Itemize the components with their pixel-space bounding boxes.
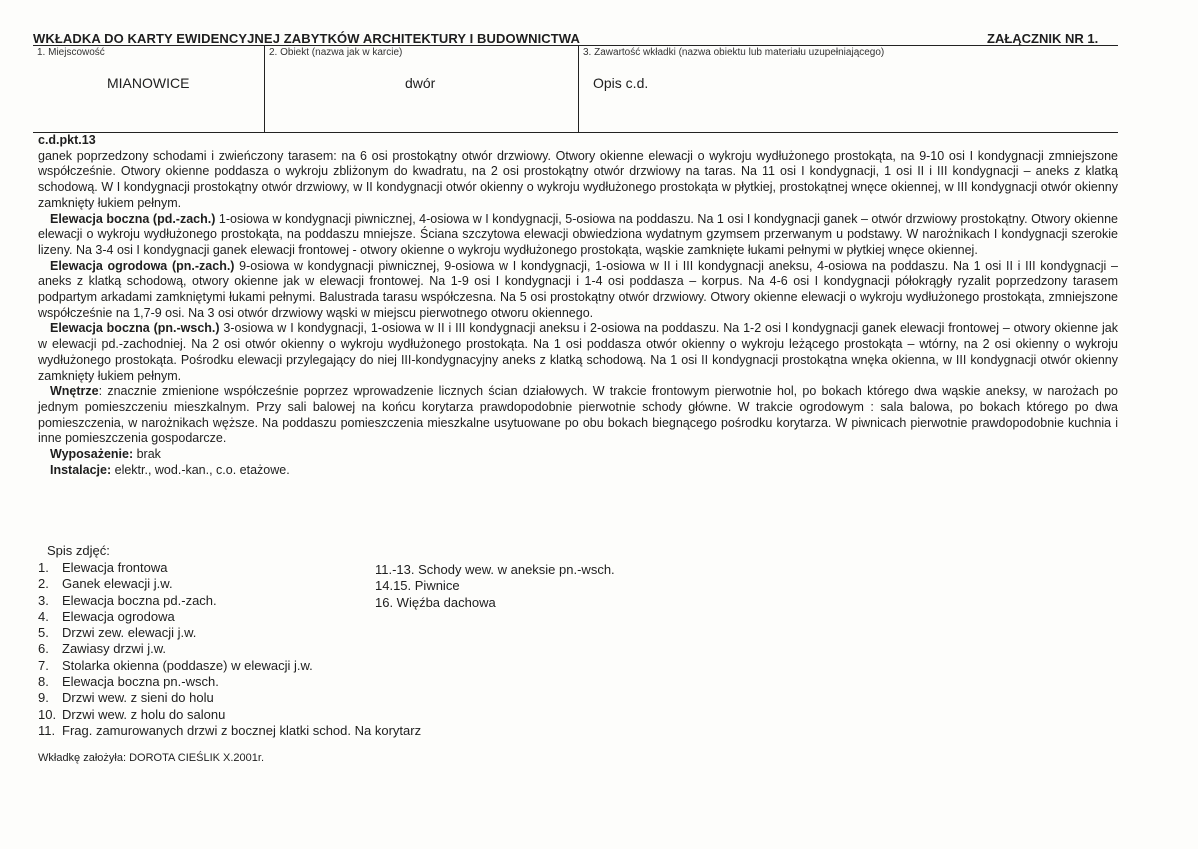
field-locality-value: MIANOWICE — [107, 75, 190, 91]
paragraph-garden-elevation — [38, 259, 1118, 322]
list-item — [38, 707, 421, 723]
item-number: 7. — [38, 657, 49, 673]
paragraph-label: Wnętrze — [50, 384, 99, 399]
photo-list-left — [38, 560, 421, 739]
item-number: 5. — [38, 625, 49, 641]
paragraph-label: Wyposażenie: — [50, 447, 134, 462]
list-item — [38, 593, 421, 609]
field-locality — [33, 46, 264, 132]
item-text: Zawiasy drzwi j.w. — [62, 641, 167, 657]
paragraph-text: 3-osiowa w I kondygnacji, 1-osiowa w II i III kondygnacji aneksu i 2-osiowa na poddaszu. Na 1-2 osi I kondygnacji ganek elewacji frontowej – otwory okienne jak w elewacji pd.-zachodniej. Na 2 osi otwór okienny o wykroju wydłużonego prostokąta. Na 1 osi poddasza otwór okienny o wykroju leżącego prostokąta – wtórny, na 2 osi okienny o wykroju wydłużonego prostokąta. Pośrodku elewacji przylegający do niej III-kondygnacyjny aneks z klatką schodową. Na 1 osi II kondygnacji prostokątna wnęka okienna, w III kondygnacji otwór okienny zamknięty łukiem pełnym. — [38, 321, 1118, 383]
list-item — [38, 625, 421, 641]
item-number: 10. — [38, 706, 57, 722]
list-item — [38, 674, 421, 690]
field-object — [264, 46, 579, 132]
paragraph-label: Instalacje: — [50, 462, 112, 477]
paragraph-equipment — [38, 447, 1118, 463]
annex-number: ZAŁĄCZNIK NR 1. — [987, 31, 1099, 46]
list-item: 14.15. Piwnice — [375, 578, 460, 594]
photo-list-right — [375, 562, 615, 611]
item-text: Stolarka okienna (poddasze) w elewacji j.w. — [62, 657, 313, 673]
description-body — [38, 133, 1118, 478]
field-locality-label: 1. Miejscowość — [37, 47, 105, 58]
item-text: Drzwi zew. elewacji j.w. — [62, 625, 197, 641]
paragraph-label: Elewacja boczna (pd.-zach.) — [50, 211, 216, 226]
list-item — [38, 576, 421, 592]
item-number: 6. — [38, 641, 49, 657]
item-text: Drzwi wew. z sieni do holu — [62, 690, 214, 706]
document-title: WKŁADKA DO KARTY EWIDENCYJNEJ ZABYTKÓW ARCHITEKTURY I BUDOWNICTWA — [33, 31, 580, 46]
paragraph-text: : znacznie zmienione współcześnie poprzez wprowadzenie licznych ścian działowych. W trakcie frontowym pierwotnie hol, po bokach którego dwa wąskie aneksy, w narożach po jednym pomieszczeniu mieszkalnym. Przy sali balowej na końcu korytarza prawdopodobnie pierwotnie schody główne. W trakcie ogrodowym : sala balowa, po bokach którego po dwa pomieszczenia, w narożnikach węższe. Na poddaszu pomieszczenia mieszkalne usytuowane po obu bokach biegnącego pośrodku korytarza. W piwnicach pierwotnie prawdopodobnie kuchnia i inne pomieszczenia gospodarcze. — [38, 384, 1118, 446]
list-item: 16. Więźba dachowa — [375, 594, 496, 610]
section-heading: c.d.pkt.13 — [38, 133, 96, 147]
item-number: 8. — [38, 674, 49, 690]
field-content-label: 3. Zawartość wkładki (nazwa obiektu lub materiału uzupełniającego) — [583, 47, 885, 58]
paragraph-side-elevation-sw — [38, 212, 1118, 259]
list-item — [38, 658, 421, 674]
item-text: Ganek elewacji j.w. — [62, 576, 173, 592]
list-item — [38, 690, 421, 706]
field-object-label: 2. Obiekt (nazwa jak w karcie) — [269, 47, 403, 58]
item-number: 11. — [38, 722, 56, 738]
item-number: 4. — [38, 608, 49, 624]
header-fields-table — [33, 45, 1118, 133]
paragraph-text: 9-osiowa w kondygnacji piwnicznej, 9-osiowa w I kondygnacji, 1-osiowa w II i III kondygnacji aneksu, 4-osiowa na poddaszu. Na 1 osi II i III kondygnacji – aneks z klatką schodową, otwory okienne jak w elewacji frontowej. Na 1-9 osi I kondygnacji i 1-4 osi poddasza – korpus. Na 4-6 osi I kondygnacji półokrągły ryzalit poprzedzony tarasem podpartym arkadami zamkniętymi łukami pełnymi. Balustrada tarasu współczesna. Na 5 osi prostokątny otwór drzwiowy. Otwory okienne elewacji o wykroju wydłużonego prostokąta, zmniejszone współcześnie na 1,7-9 osi. Na 3 osi otwór drzwiowy wąski w miejscu pierwotnego otworu okiennego. — [38, 258, 1118, 320]
item-number: 3. — [38, 592, 49, 608]
item-text: Drzwi wew. z holu do salonu — [62, 706, 226, 722]
field-content — [578, 46, 1119, 132]
item-text: Elewacja boczna pn.-wsch. — [62, 674, 219, 690]
item-text: Elewacja frontowa — [62, 560, 168, 575]
list-item — [38, 609, 421, 625]
paragraph-installations — [38, 463, 1118, 479]
item-text: Frag. zamurowanych drzwi z bocznej klatki schod. Na korytarz — [62, 722, 422, 738]
paragraph-text: 1-osiowa w kondygnacji piwnicznej, 4-osiowa w I kondygnacji, 5-osiowa na poddaszu. Na 1 osi I kondygnacji ganek – otwór drzwiowy prostokątny. Otwory okienne elewacji o wykroju wydłużonego prostokąta, na poddaszu mniejsze. Ściana szczytowa elewacji obwiedziona wydatnym gzymsem przerwanym u podstawy. W narożnikach I kondygnacji szerokie lizeny. Na 3-4 osi I kondygnacji ganek elewacji frontowej - otwory okienne o wykroju wydłużonego prostokąta, wąskie zamknięte łukami pełnymi w płytkiej wnęce okiennej. — [38, 211, 1118, 257]
list-item — [38, 641, 421, 657]
field-object-value: dwór — [405, 75, 436, 91]
paragraph-side-elevation-ne — [38, 321, 1118, 384]
paragraph-text: elektr., wod.-kan., c.o. etażowe. — [111, 462, 290, 477]
item-text: Elewacja boczna pd.-zach. — [62, 592, 217, 608]
paragraph-interior — [38, 384, 1118, 447]
item-number: 1. — [38, 560, 49, 575]
list-item — [38, 723, 421, 739]
paragraph-label: Elewacja ogrodowa (pn.-zach.) — [50, 258, 235, 273]
item-text: Elewacja ogrodowa — [62, 608, 175, 624]
author-footer: Wkładkę założyła: DOROTA CIEŚLIK X.2001r. — [38, 752, 264, 764]
item-number: 2. — [38, 576, 49, 592]
field-content-value: Opis c.d. — [593, 75, 649, 91]
paragraph-text: brak — [133, 447, 161, 462]
list-item — [38, 560, 421, 576]
photo-list-title: Spis zdjęć: — [47, 543, 110, 558]
item-number: 9. — [38, 690, 49, 706]
paragraph-label: Elewacja boczna (pn.-wsch.) — [50, 321, 220, 336]
paragraph-front-elevation: ganek poprzedzony schodami i zwieńczony tarasem: na 6 osi prostokątny otwór drzwiowy. Otwory okienne elewacji o wykroju wydłużonego prostokąta, na 9-10 osi I kondygnacji zmniejszone współcześnie. Otwory okienne poddasza o wykroju zbliżonym do kwadratu, na 2 osi prostokątny otwór drzwiowy na taras. Na 11 osi I kondygnacji, 1 osi II i III kondygnacji – aneks z klatką schodową. W I kondygnacji prostokątny otwór drzwiowy, w II kondygnacji otwór okienny o wykroju wydłużonego prostokąta w płytkiej, prostokątnej wnęce okiennej, w III kondygnacji otwór okienny zamknięty łukiem pełnym. — [38, 148, 1118, 210]
list-item: 11.-13. Schody wew. w aneksie pn.-wsch. — [375, 562, 615, 577]
